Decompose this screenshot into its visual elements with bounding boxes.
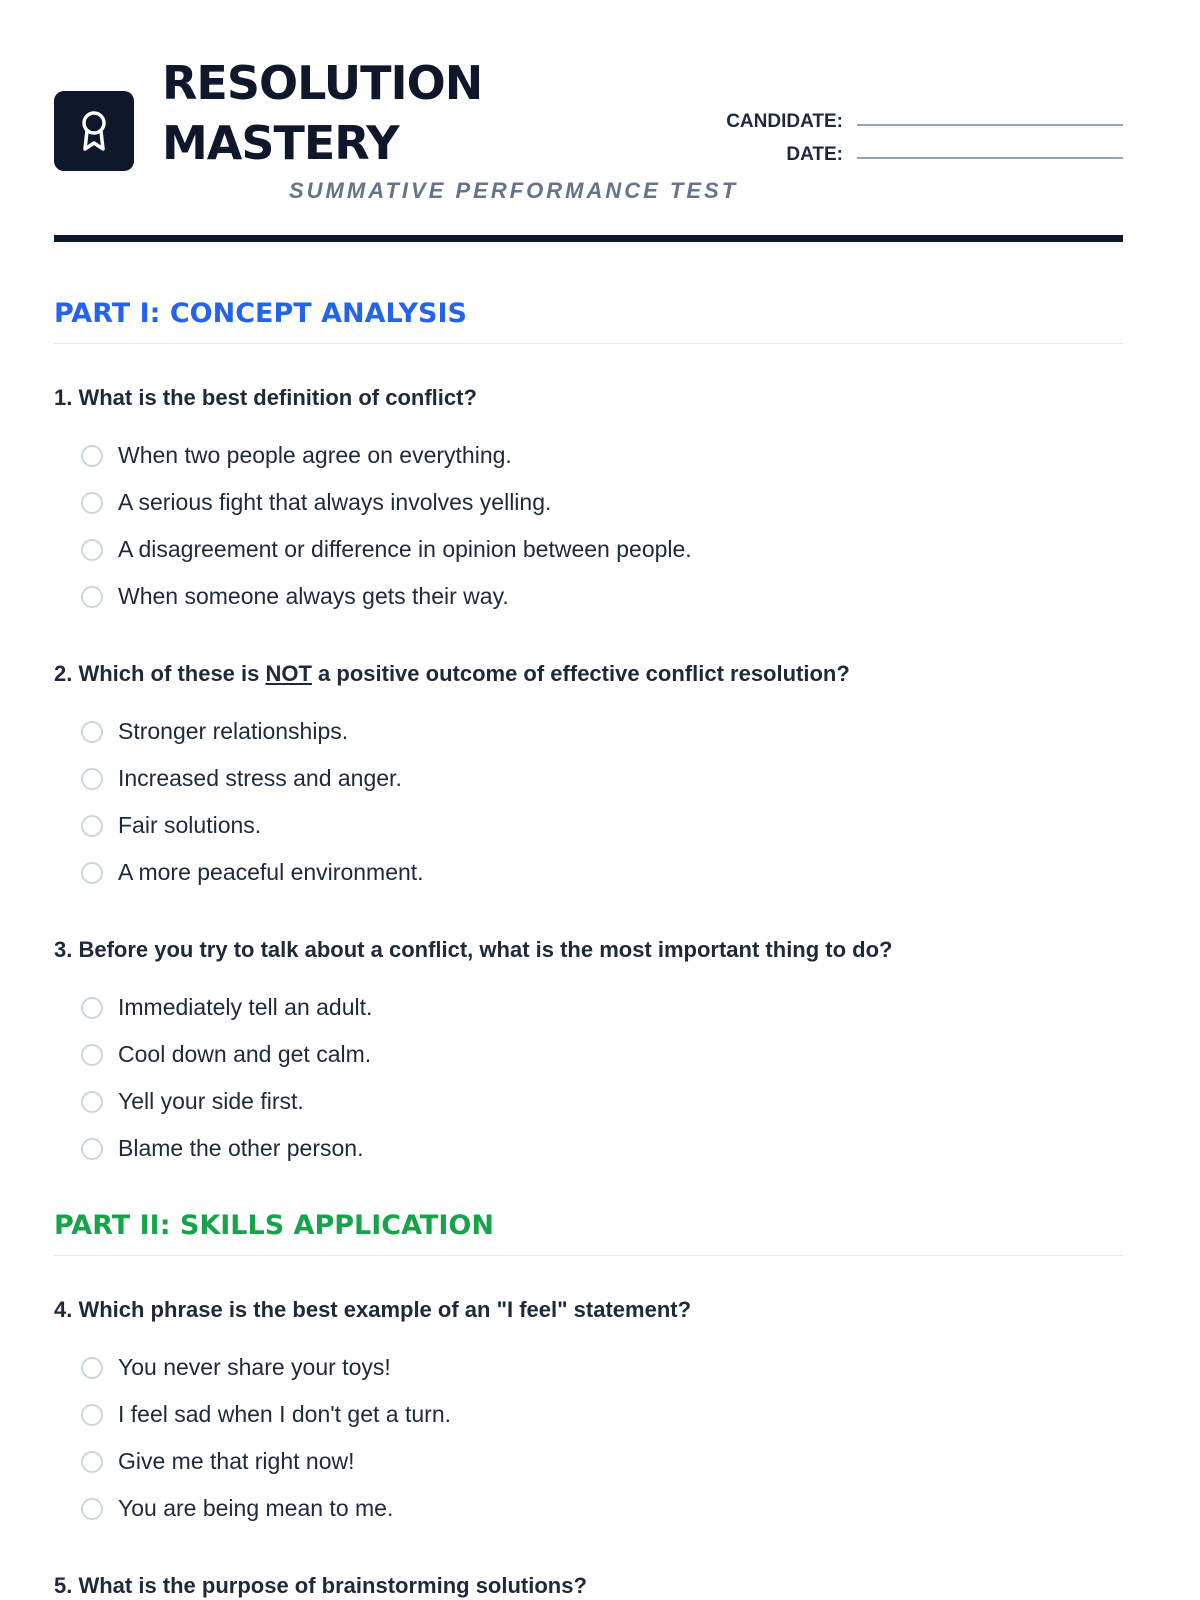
option-label: When someone always gets their way. [118, 583, 509, 609]
question-text-start: 2. Which of these is [54, 661, 266, 686]
option-label: You never share your toys! [118, 1354, 391, 1380]
page-title [162, 53, 482, 173]
radio-button[interactable] [81, 768, 103, 790]
option-label: Give me that right now! [118, 1448, 355, 1474]
question-text: 1. What is the best definition of conflict? [54, 385, 477, 410]
candidate-label: CANDIDATE: [726, 111, 843, 132]
option-item[interactable] [81, 1391, 1123, 1438]
option-item[interactable] [81, 708, 1123, 755]
option-item[interactable] [81, 755, 1123, 802]
option-label: Fair solutions. [118, 812, 262, 838]
header-divider [54, 235, 1123, 242]
option-item[interactable] [81, 1485, 1123, 1532]
radio-button[interactable] [81, 445, 103, 467]
question-1 [54, 384, 1123, 620]
question-5 [54, 1572, 1123, 1600]
radio-button[interactable] [81, 815, 103, 837]
radio-button[interactable] [81, 1357, 103, 1379]
option-item[interactable] [81, 479, 1123, 526]
radio-button[interactable] [81, 1498, 103, 1520]
option-label: Cool down and get calm. [118, 1041, 372, 1067]
radio-button[interactable] [81, 586, 103, 608]
radio-button[interactable] [81, 1091, 103, 1113]
option-item[interactable] [81, 526, 1123, 573]
option-label: A disagreement or difference in opinion between people. [118, 536, 692, 562]
option-list [54, 984, 1123, 1172]
question-text [54, 660, 1123, 688]
page-header [54, 0, 1123, 240]
candidate-row [703, 100, 1123, 133]
question-text: 4. Which phrase is the best example of an "I feel" statement? [54, 1297, 692, 1322]
option-item[interactable] [81, 849, 1123, 896]
section-title-part-2: PART II: SKILLS APPLICATION [54, 1210, 1123, 1256]
option-item[interactable] [81, 1078, 1123, 1125]
question-text-end: a positive outcome of effective conflict resolution? [311, 661, 850, 686]
logo [54, 91, 134, 171]
question-emphasis: NOT [265, 661, 312, 686]
question-text: 5. What is the purpose of brainstorming solutions? [54, 1573, 587, 1598]
option-label: You are being mean to me. [118, 1495, 394, 1521]
radio-button[interactable] [81, 492, 103, 514]
radio-button[interactable] [81, 1138, 103, 1160]
option-label: Increased stress and anger. [118, 765, 402, 791]
option-item[interactable] [81, 1344, 1123, 1391]
date-row [703, 133, 1123, 166]
option-label: I feel sad when I don't get a turn. [118, 1401, 451, 1427]
option-list [54, 432, 1123, 620]
option-item[interactable] [81, 573, 1123, 620]
option-label: When two people agree on everything. [118, 442, 512, 468]
option-list [54, 708, 1123, 896]
radio-button[interactable] [81, 539, 103, 561]
option-item[interactable] [81, 1438, 1123, 1485]
option-item[interactable] [81, 984, 1123, 1031]
radio-button[interactable] [81, 1404, 103, 1426]
radio-button[interactable] [81, 997, 103, 1019]
option-item[interactable] [81, 432, 1123, 479]
option-label: Stronger relationships. [118, 718, 349, 744]
option-label: Immediately tell an adult. [118, 994, 373, 1020]
question-text: 3. Before you try to talk about a conflict, what is the most important thing to do? [54, 937, 893, 962]
question-2 [54, 660, 1123, 896]
option-label: Yell your side first. [118, 1088, 304, 1114]
option-item[interactable] [81, 1125, 1123, 1172]
date-field[interactable] [857, 157, 1123, 159]
radio-button[interactable] [81, 721, 103, 743]
question-3 [54, 936, 1123, 1172]
title-line-1: RESOLUTION [162, 56, 483, 110]
radio-button[interactable] [81, 1451, 103, 1473]
option-item[interactable] [81, 802, 1123, 849]
date-label: DATE: [786, 144, 843, 165]
option-label: Blame the other person. [118, 1135, 364, 1161]
radio-button[interactable] [81, 1044, 103, 1066]
award-ribbon-icon [74, 109, 114, 153]
candidate-info [703, 100, 1123, 166]
section-title-part-1: PART I: CONCEPT ANALYSIS [54, 298, 1123, 344]
option-item[interactable] [81, 1031, 1123, 1078]
title-line-2: MASTERY [162, 116, 399, 170]
question-4 [54, 1296, 1123, 1532]
radio-button[interactable] [81, 862, 103, 884]
candidate-field[interactable] [857, 124, 1123, 126]
page-subtitle: SUMMATIVE PERFORMANCE TEST [289, 178, 739, 203]
option-label: A serious fight that always involves yelling. [118, 489, 552, 515]
option-label: A more peaceful environment. [118, 859, 424, 885]
option-list [54, 1344, 1123, 1532]
